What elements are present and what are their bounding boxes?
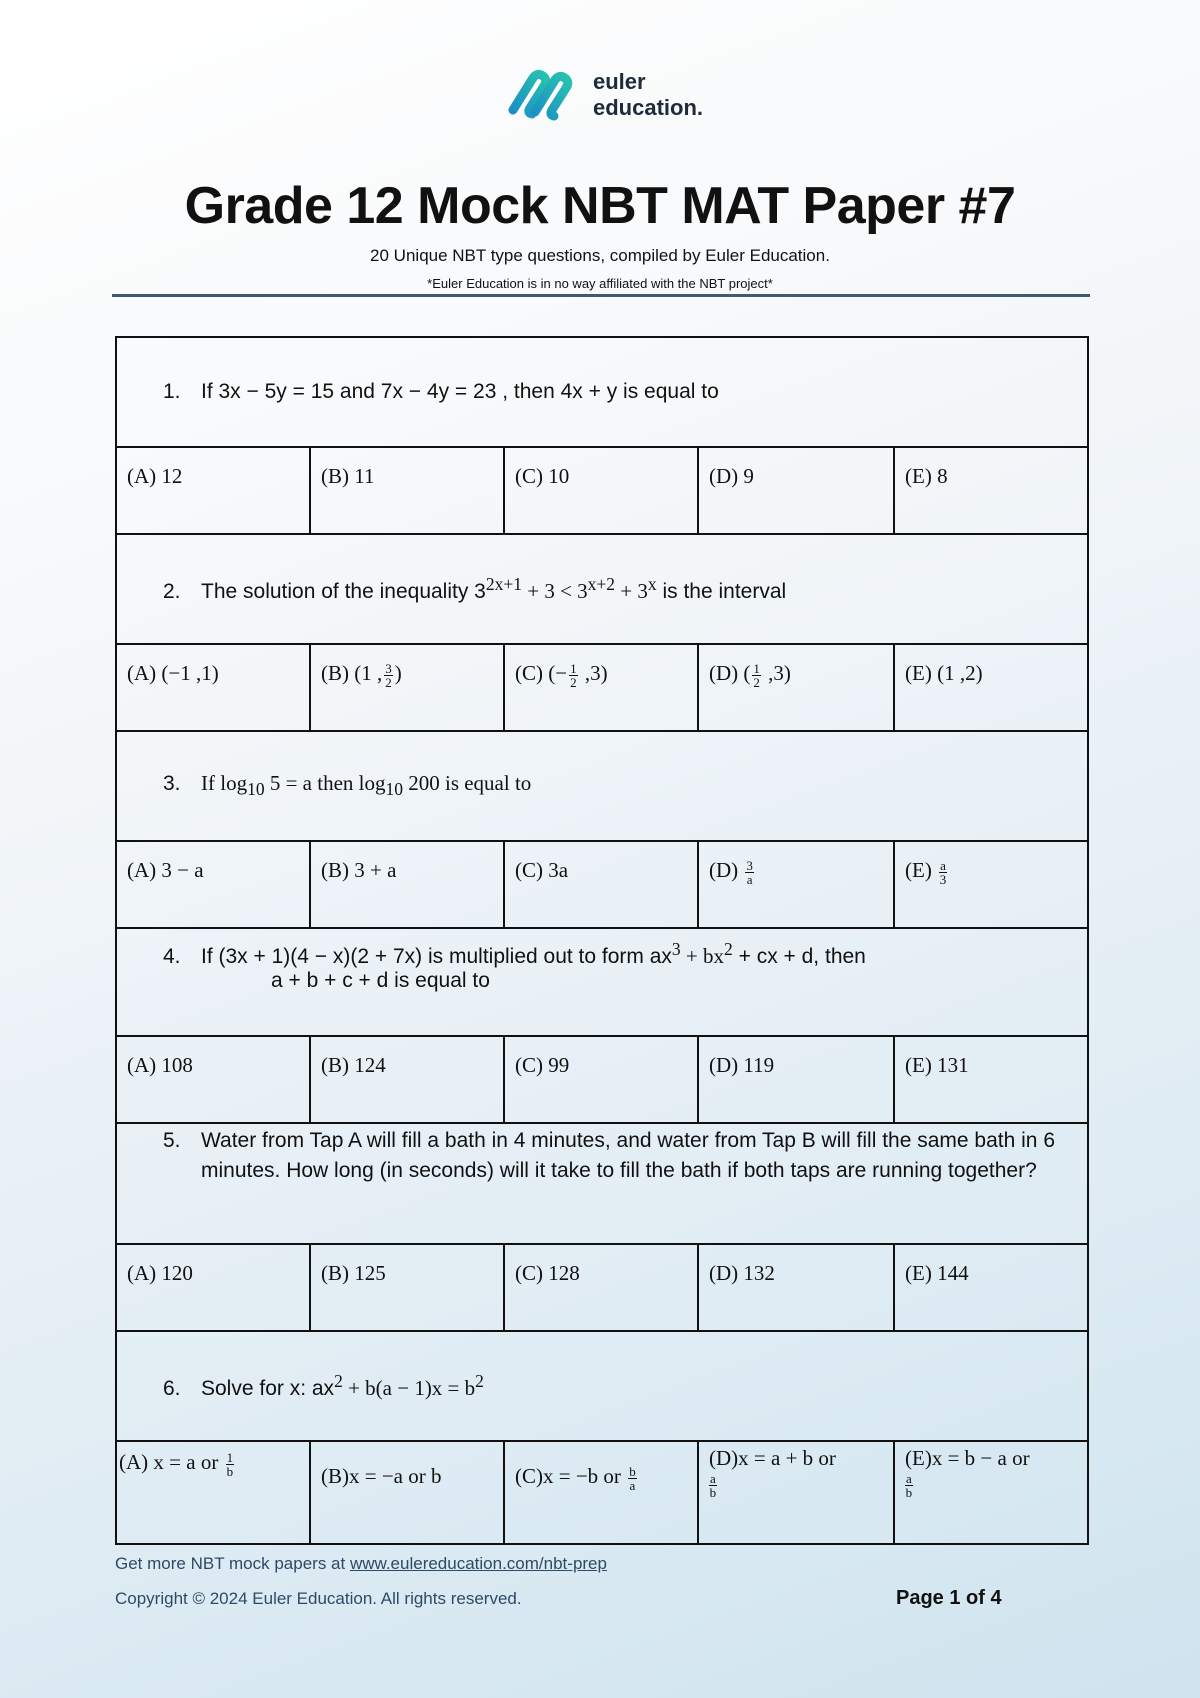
question-text: Water from Tap A will fill a bath in 4 minutes, and water from Tap B will fill the same bath in 6 minutes. How long (in seconds) will it take to fill the bath if both taps are running together?: [201, 1129, 1055, 1182]
question-row: [116, 534, 1088, 644]
question-row: [116, 731, 1088, 841]
fraction: $\frac{3}{a}$: [746, 857, 753, 887]
question-text-line-2: a + b + c + d is equal to: [271, 969, 490, 992]
page-number: Page 1 of 4: [896, 1587, 1002, 1609]
question-text: If (3x + 1)(4 − x)(2 + 7x) is multiplied out to form $ax^3 + bx^2$ + cx + d, then: [201, 939, 866, 968]
option-c[interactable]: (C) 128: [504, 1244, 698, 1331]
question-number: 5.: [163, 1129, 181, 1152]
question-5: [116, 1123, 1088, 1244]
question-4: [116, 928, 1088, 1036]
option-d[interactable]: (D) $\frac{3}{a}$: [698, 841, 894, 928]
option-c[interactable]: (C) (− $\frac{1}{2}$ ,3): [504, 644, 698, 731]
question-text: If 3x − 5y = 15 and 7x − 4y = 23 , then 4x + y is equal to: [201, 380, 719, 403]
option-c[interactable]: (C) 10: [504, 447, 698, 534]
options-row: [116, 644, 1088, 731]
question-number: 3.: [163, 772, 181, 796]
fraction: $\frac{1}{2}$: [753, 660, 760, 690]
option-b[interactable]: (B) 3 + a: [310, 841, 504, 928]
option-a[interactable]: (A) 108: [116, 1036, 310, 1123]
question-1: [116, 337, 1088, 447]
options-row: [116, 841, 1088, 928]
question-row: [116, 1331, 1088, 1441]
option-b[interactable]: (B) 125: [310, 1244, 504, 1331]
question-row: [116, 337, 1088, 447]
page-subtitle: 20 Unique NBT type questions, compiled by Euler Education.: [370, 246, 830, 265]
option-b[interactable]: (B) 11: [310, 447, 504, 534]
option-d[interactable]: (D) 9: [698, 447, 894, 534]
option-a[interactable]: (A) 12: [116, 447, 310, 534]
option-a[interactable]: (A) 120: [116, 1244, 310, 1331]
question-number: 4.: [163, 945, 181, 968]
header-divider: [112, 294, 1090, 297]
fraction: $\frac{b}{a}$: [629, 1463, 636, 1493]
option-d[interactable]: (D) ( $\frac{1}{2}$ ,3): [698, 644, 894, 731]
question-2: [116, 534, 1088, 644]
option-b[interactable]: (B) (1 , $\frac{3}{2}$ ): [310, 644, 504, 731]
copyright: Copyright © 2024 Euler Education. All rights reserved.: [115, 1589, 522, 1608]
question-number: 2.: [163, 580, 181, 603]
fraction: $\frac{1}{2}$: [570, 660, 577, 690]
logo-wordmark: [593, 69, 703, 121]
options-row: [116, 1441, 1088, 1544]
option-d[interactable]: (D) 119: [698, 1036, 894, 1123]
euler-logo-icon: [503, 66, 583, 124]
options-row: [116, 447, 1088, 534]
options-row: [116, 1036, 1088, 1123]
option-c[interactable]: (C) 99: [504, 1036, 698, 1123]
option-d[interactable]: (D) 132: [698, 1244, 894, 1331]
option-e[interactable]: (E) $\frac{a}{3}$: [894, 841, 1088, 928]
questions-table: [115, 336, 1089, 1545]
footer-promo: [115, 1554, 607, 1574]
option-a[interactable]: (A) (−1 ,1): [116, 644, 310, 731]
question-row: [116, 928, 1088, 1036]
fraction: $\frac{1}{b}$: [226, 1449, 234, 1479]
logo: [503, 66, 703, 124]
disclaimer: *Euler Education is in no way affiliated with the NBT project*: [427, 276, 773, 291]
question-row: [116, 1123, 1088, 1244]
option-e[interactable]: (E) 144: [894, 1244, 1088, 1331]
option-e[interactable]: (E) 8: [894, 447, 1088, 534]
option-d[interactable]: (D)x = a + b or $\frac{a}{b}$: [698, 1441, 894, 1544]
logo-line-1: euler: [593, 69, 646, 94]
question-text: Solve for x: $ax^2 + b(a - 1)x = b^2$: [201, 1371, 484, 1400]
option-e[interactable]: (E) (1 ,2): [894, 644, 1088, 731]
fraction: $\frac{a}{3}$: [939, 857, 947, 887]
option-a[interactable]: (A) x = a or $\frac{1}{b}$: [116, 1441, 310, 1544]
fraction: $\frac{a}{b}$: [905, 1470, 913, 1500]
question-text: The solution of the inequality $3^{2x+1} + 3 < 3^{x+2} + 3^x$ is the interval: [201, 574, 787, 603]
page-title: Grade 12 Mock NBT MAT Paper #7: [184, 177, 1016, 235]
option-b[interactable]: (B) 124: [310, 1036, 504, 1123]
option-c[interactable]: (C)x = −b or $\frac{b}{a}$: [504, 1441, 698, 1544]
option-a[interactable]: (A) 3 − a: [116, 841, 310, 928]
fraction: $\frac{3}{2}$: [385, 660, 392, 690]
options-row: [116, 1244, 1088, 1331]
option-b[interactable]: (B)x = −a or b: [310, 1441, 504, 1544]
logo-line-2: education.: [593, 95, 704, 120]
footer-promo-text: Get more NBT mock papers at: [115, 1554, 350, 1573]
question-3: [116, 731, 1088, 841]
option-e[interactable]: (E)x = b − a or $\frac{a}{b}$: [894, 1441, 1088, 1544]
question-text: If $\log_{10} 5 = a$ then $\log_{10} 200$ is equal to: [201, 771, 532, 800]
question-6: [116, 1331, 1088, 1441]
website-link[interactable]: www.eulereducation.com/nbt-prep: [349, 1554, 607, 1573]
option-c[interactable]: (C) 3a: [504, 841, 698, 928]
fraction: $\frac{a}{b}$: [709, 1470, 717, 1500]
question-number: 1.: [163, 380, 181, 403]
option-e[interactable]: (E) 131: [894, 1036, 1088, 1123]
question-number: 6.: [163, 1377, 181, 1400]
